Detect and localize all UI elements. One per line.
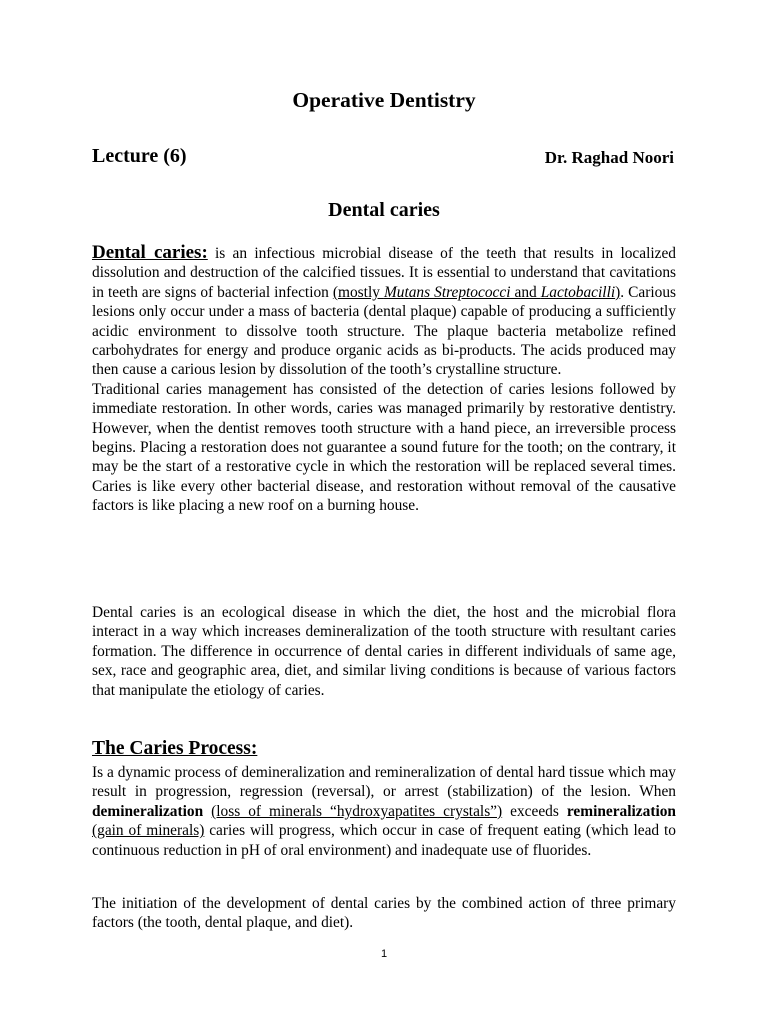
term-dental-caries: Dental caries:	[92, 242, 208, 263]
section-ecological	[92, 603, 676, 700]
author-name: Dr. Raghad Noori	[544, 148, 674, 167]
paragraph	[92, 763, 676, 860]
lecture-number: Lecture (6)	[92, 145, 187, 167]
text-run: )	[615, 283, 621, 301]
paragraph: The initiation of the development of dental caries by the combined action of three primary factors (the tooth, dental plaque, and diet).	[92, 895, 676, 932]
text-run: caries will progress, which occur in case of frequent eating (which lead to continuous reduction in pH of oral environment) and inadequate use of fluorides.	[92, 822, 676, 859]
text-run: is an infectious microbial disease of the teeth that results in localized dissolution and destruction of the calcified tissues. It is essential to understand that cavitations in teeth are signs of bacterial infection	[92, 245, 676, 301]
paragraph: Dental caries is an ecological disease in which the diet, the host and the microbial flora interact in a way which increases demineralization of the tooth structure with resultant caries formation. The difference in occurrence of dental caries in different individuals of same age, sex, race and geographic area, diet, and similar living conditions is because of various factors that manipulate the etiology of caries.	[92, 604, 676, 699]
page-number: 1	[380, 948, 388, 960]
section-initiation	[92, 894, 676, 933]
paragraph: Traditional caries management has consisted of the detection of caries lesions followed by immediate restoration. In other words, caries was managed primarily by restorative dentistry. However, when the dentist removes tooth structure with a hand piece, an irreversible process begins. Placing a restoration does not guarantee a sound future for the tooth; on the contrary, it may be the start of a restorative cycle in which the restoration will be replaced several times. Caries is like every other bacterial disease, and restoration without removal of the causative factors is like placing a new roof on a burning house.	[92, 380, 676, 515]
text-run: exceeds	[502, 802, 567, 820]
italic-text: Lactobacilli	[540, 283, 616, 301]
bold-text: remineralization	[566, 802, 676, 820]
underlined-text: (loss of minerals “hydroxyapatites crystals”)	[211, 802, 503, 820]
section-dental-caries	[92, 243, 676, 516]
underlined-text: (gain of minerals)	[92, 822, 205, 840]
section-heading-caries-process: The Caries Process:	[92, 738, 258, 759]
text-run: Is a dynamic process of demineralization and remineralization of dental hard tissue which may result in progression, regression (reversal), or arrest (stabilization) of the lesion. When	[92, 764, 676, 801]
document-title: Operative Dentistry	[292, 88, 476, 112]
text-run: and	[510, 283, 541, 301]
italic-text: Mutans Streptococci	[383, 283, 511, 301]
text-run: (mostly	[332, 283, 384, 301]
text-run: . Carious lesions only occur under a mass of bacteria (dental plaque) capable of producing a sufficiently acidic environment to dissolve tooth structure. The plaque bacteria metabolize refined carbohydrates for energy and produce organic acids as bi-products. The acids produced may then cause a carious lesion by dissolution of the tooth’s crystalline structure.	[92, 283, 677, 379]
underlined-text	[333, 284, 620, 301]
section-caries-process	[92, 763, 676, 860]
paragraph	[92, 243, 676, 380]
bold-text: demineralization	[92, 802, 204, 820]
text-run	[203, 803, 211, 820]
topic-heading: Dental caries	[328, 199, 440, 221]
